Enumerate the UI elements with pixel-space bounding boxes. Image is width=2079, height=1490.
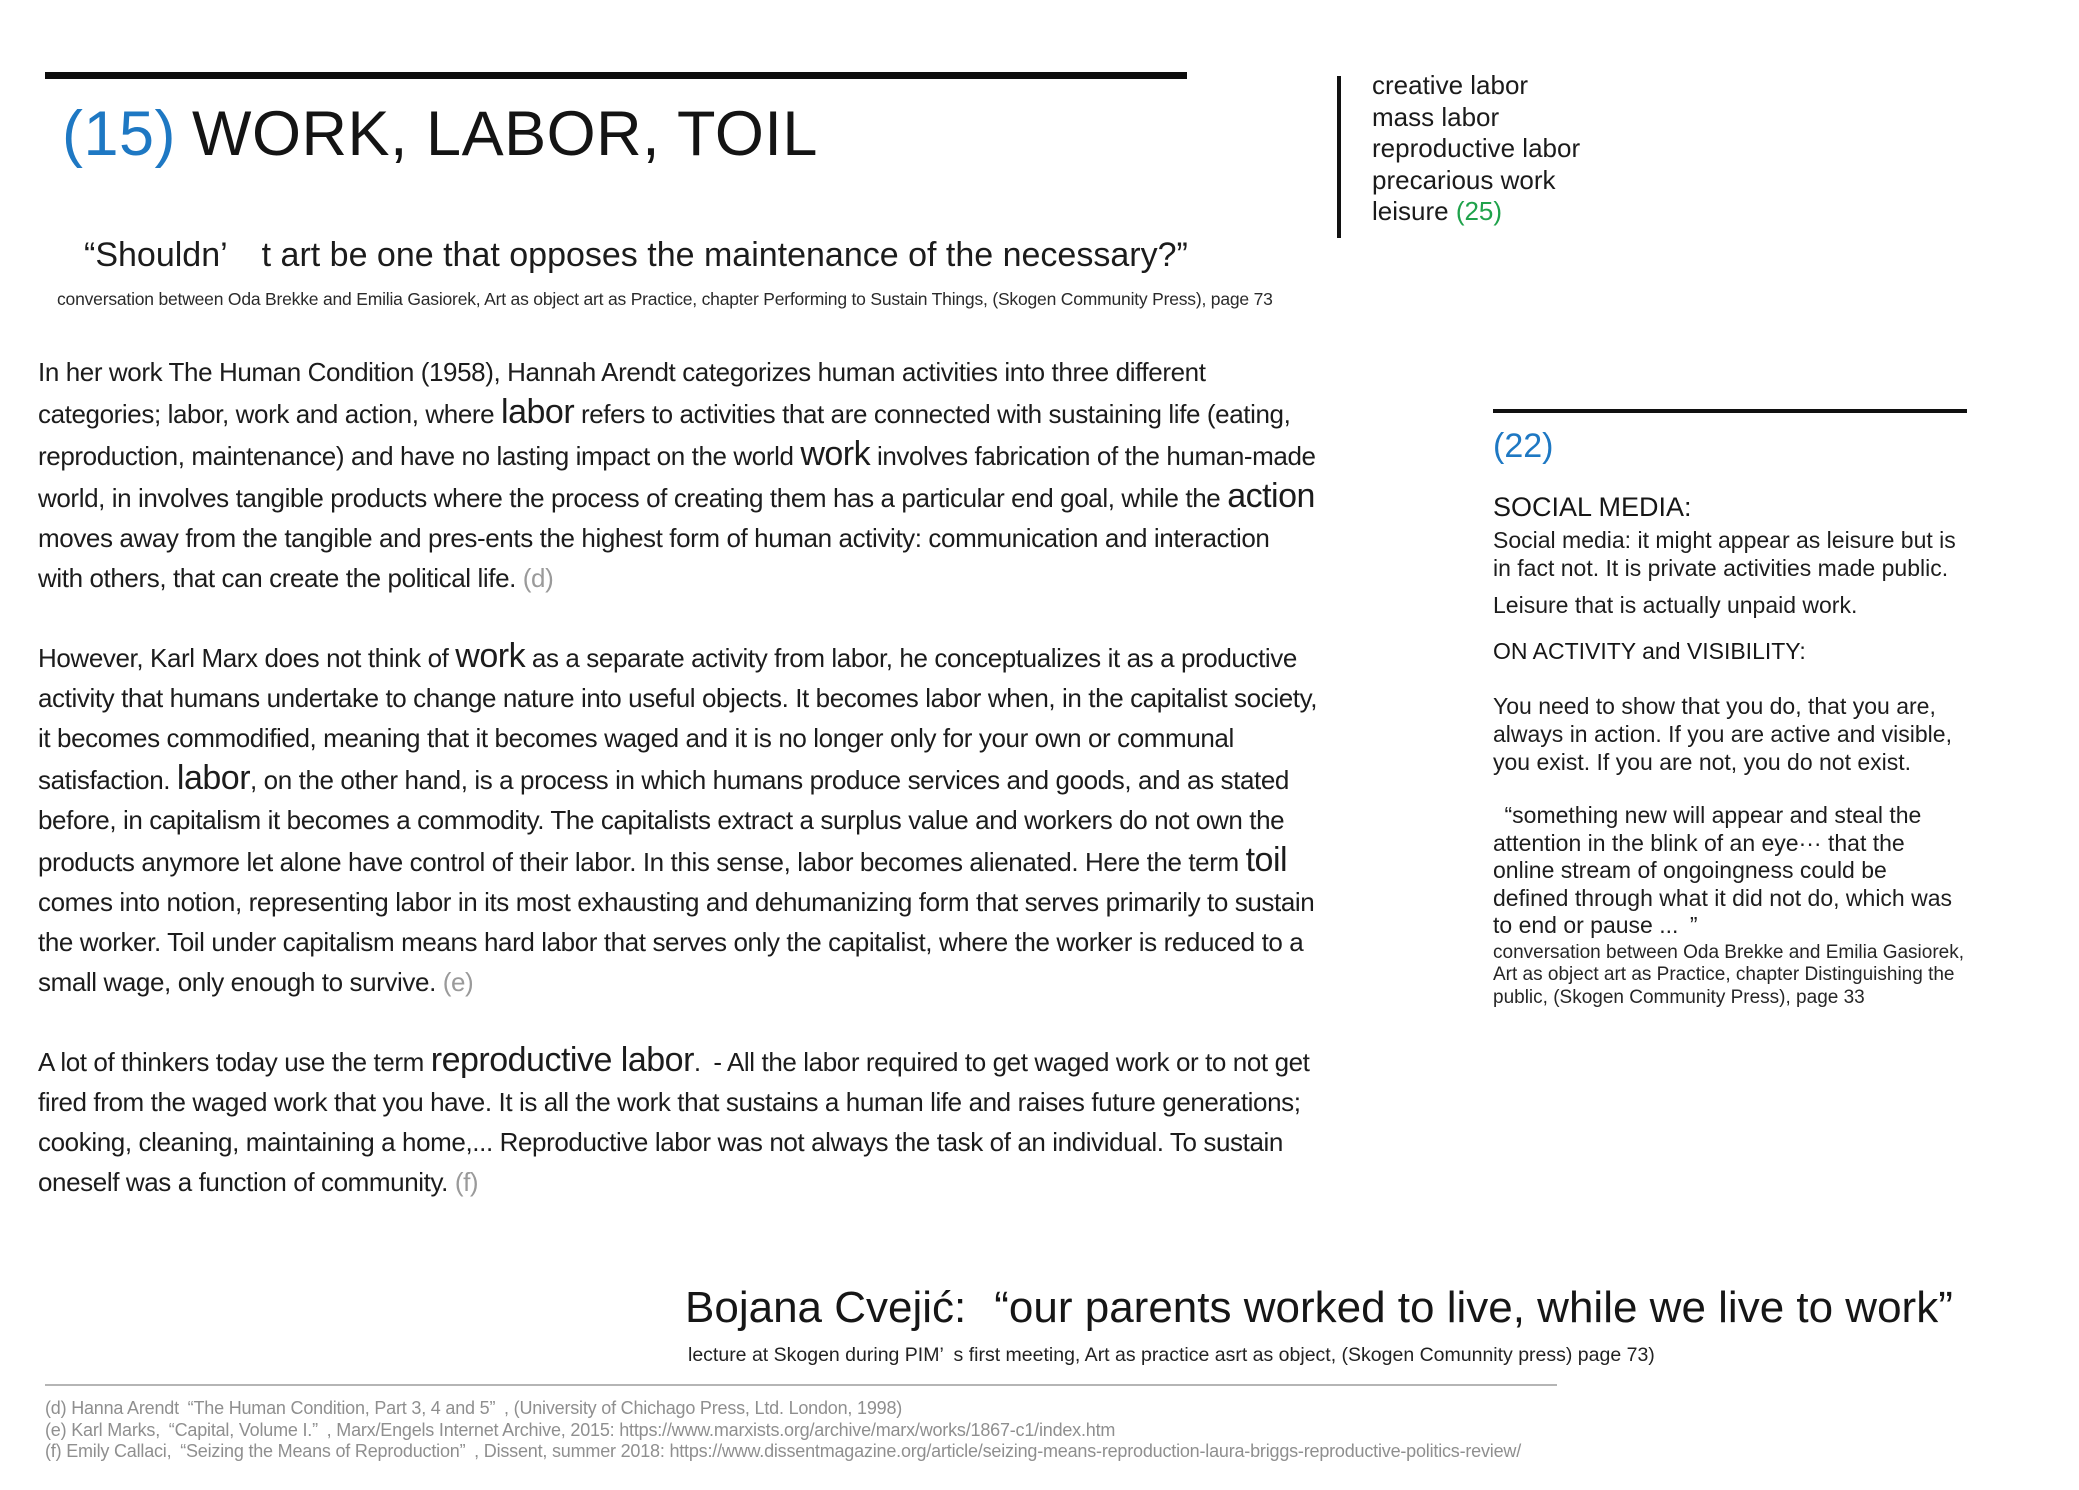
footnote-ref: (f) [454,1167,479,1197]
term-label: reproductive labor [1372,133,1581,163]
bottom-quote-text: “our parents worked to live, while we live to work” [994,1283,1953,1332]
emphasized-term: labor [176,759,251,797]
paragraph-arendt [38,352,1318,598]
body-text-segment: A lot of thinkers today use the term [38,1047,431,1077]
lead-quote: “Shouldn’ t art be one that opposes the maintenance of the necessary?” [84,236,1188,274]
footnotes-rule [45,1384,1557,1386]
panel-quote: “something new will appear and steal the attention in the blink of an eye··· that the online stream of ongoingness could be defined through what it did not do, which was to end or pause ... ” [1493,802,1953,938]
body-text-segment: refers to activities that are connected with sustaining life (eating, reproduction, maintenance) and have no lasting impact on the world [38,399,1291,471]
panel-rule [1493,409,1967,413]
footnote-item: (e) Karl Marks, “Capital, Volume I.” , Marx/Engels Internet Archive, 2015: https://www.marxists.org/archive/marx/works/1867-c1/index.htm [45,1419,1116,1440]
term-label: creative labor [1372,70,1529,100]
panel-quote-attribution: conversation between Oda Brekke and Emilia Gasiorek, Art as object art as Practice, chapter Distinguishing the public, (Skogen Community Press), page 33 [1493,941,1965,1008]
panel-number: (22) [1493,427,1554,465]
term-item [1372,102,1580,134]
bottom-quote-attribution: lecture at Skogen during PIM’ s first meeting, Art as practice asrt as object, (Skogen Comunnity press) page 73) [688,1344,1655,1366]
term-label: mass labor [1372,101,1500,132]
term-item [1372,165,1580,197]
social-media-heading: SOCIAL MEDIA: [1493,492,1692,522]
body-text-segment: , on the other hand, is a process in which humans produce services and goods, and as stated before, in capitalism it becomes a commodity. The capitalists extract a surplus value and workers do not own the products anymore let alone have control of their labor. In this sense, labor becomes alienated. Here the term [38,765,1289,877]
term-item [1372,70,1580,102]
term-label: precarious work [1372,164,1556,195]
term-label: leisure [1372,196,1449,226]
footnote-ref: (e) [442,967,474,997]
bottom-quote [685,1283,1953,1333]
emphasized-term: work [455,637,526,675]
entry-title-text: WORK, LABOR, TOIL [192,99,818,169]
body-text-segment: . - All the labor required to get waged work or to not get fired from the waged work that you have. It is all the work that sustains a human life and raises future generations; cooking, cleaning, maintaining a home,... Reproductive labor was not always the task of an individual. To sustain oneself was a function of community. [38,1047,1310,1197]
footnote-ref: (d) [522,563,554,593]
emphasized-term: work [800,435,871,473]
bottom-quote-speaker: Bojana Cvejić: [685,1283,967,1332]
body-text-segment: In her work The Human Condition (1958), Hannah Arendt categorizes human activities into three different categories; labor, work and action, where [38,357,1206,429]
activity-heading: ON ACTIVITY and VISIBILITY: [1493,638,1806,664]
paragraph-reproductive-labor [38,1040,1318,1202]
body-text [38,352,1318,1240]
body-text-segment: moves away from the tangible and pres-ents the highest form of human activity: communication and interaction with others, that can create the political life. [38,523,1270,593]
paragraph-marx [38,636,1318,1002]
footnote-item: (d) Hanna Arendt “The Human Condition, Part 3, 4 and 5” , (University of Chichago Press, Ltd. London, 1998) [45,1398,903,1418]
footnotes [45,1398,1521,1463]
term-item [1372,196,1580,228]
emphasized-term: labor [501,393,575,431]
entry-number: (15) [62,99,177,169]
activity-text: You need to show that you do, that you are, always in action. If you are active and visible, you exist. If you are not, you do not exist. [1493,693,1952,775]
social-media-panel [1493,409,1967,1009]
title-rule [45,72,1187,79]
emphasized-term: reproductive labor [430,1041,694,1079]
body-text-segment: as a separate activity from labor, he conceptualizes it as a productive activity that humans undertake to change nature into useful objects. It becomes labor when, in the capitalist society, it becomes commodified, meaning that it becomes waged and it is no longer only for your own or communal satisfaction. [38,643,1318,795]
emphasized-term: action [1227,477,1315,515]
lead-quote-attribution: conversation between Oda Brekke and Emilia Gasiorek, Art as object art as Practice, chapter Performing to Sustain Things, (Skogen Community Press), page 73 [57,289,1273,309]
body-text-segment: involves fabrication of the human-made world, in involves tangible products where the process of creating them has a particular end goal, while the [38,441,1316,513]
related-terms [1337,70,1580,228]
terms-rule [1337,76,1341,238]
term-ref: (25) [1448,196,1503,226]
body-text-segment: However, Karl Marx does not think of [38,643,456,673]
footnote-item: (f) Emily Callaci, “Seizing the Means of Reproduction” , Dissent, summer 2018: https://www.dissentmagazine.org/article/seizing-means-reproduction-laura-briggs-reproductive-politics-review/ [45,1441,1522,1461]
leisure-text: Leisure that is actually unpaid work. [1493,592,1858,618]
term-item [1372,133,1580,165]
emphasized-term: toil [1245,841,1288,879]
terms-list [1372,70,1580,228]
page-title [62,98,818,170]
body-text-segment: comes into notion, representing labor in its most exhausting and dehumanizing form that serves primarily to sustain the worker. Toil under capitalism means hard labor that serves only the capitalist, where the worker is reduced to a small wage, only enough to survive. [38,887,1315,997]
social-media-text: Social media: it might appear as leisure but is in fact not. It is private activities made public. [1493,527,1956,581]
